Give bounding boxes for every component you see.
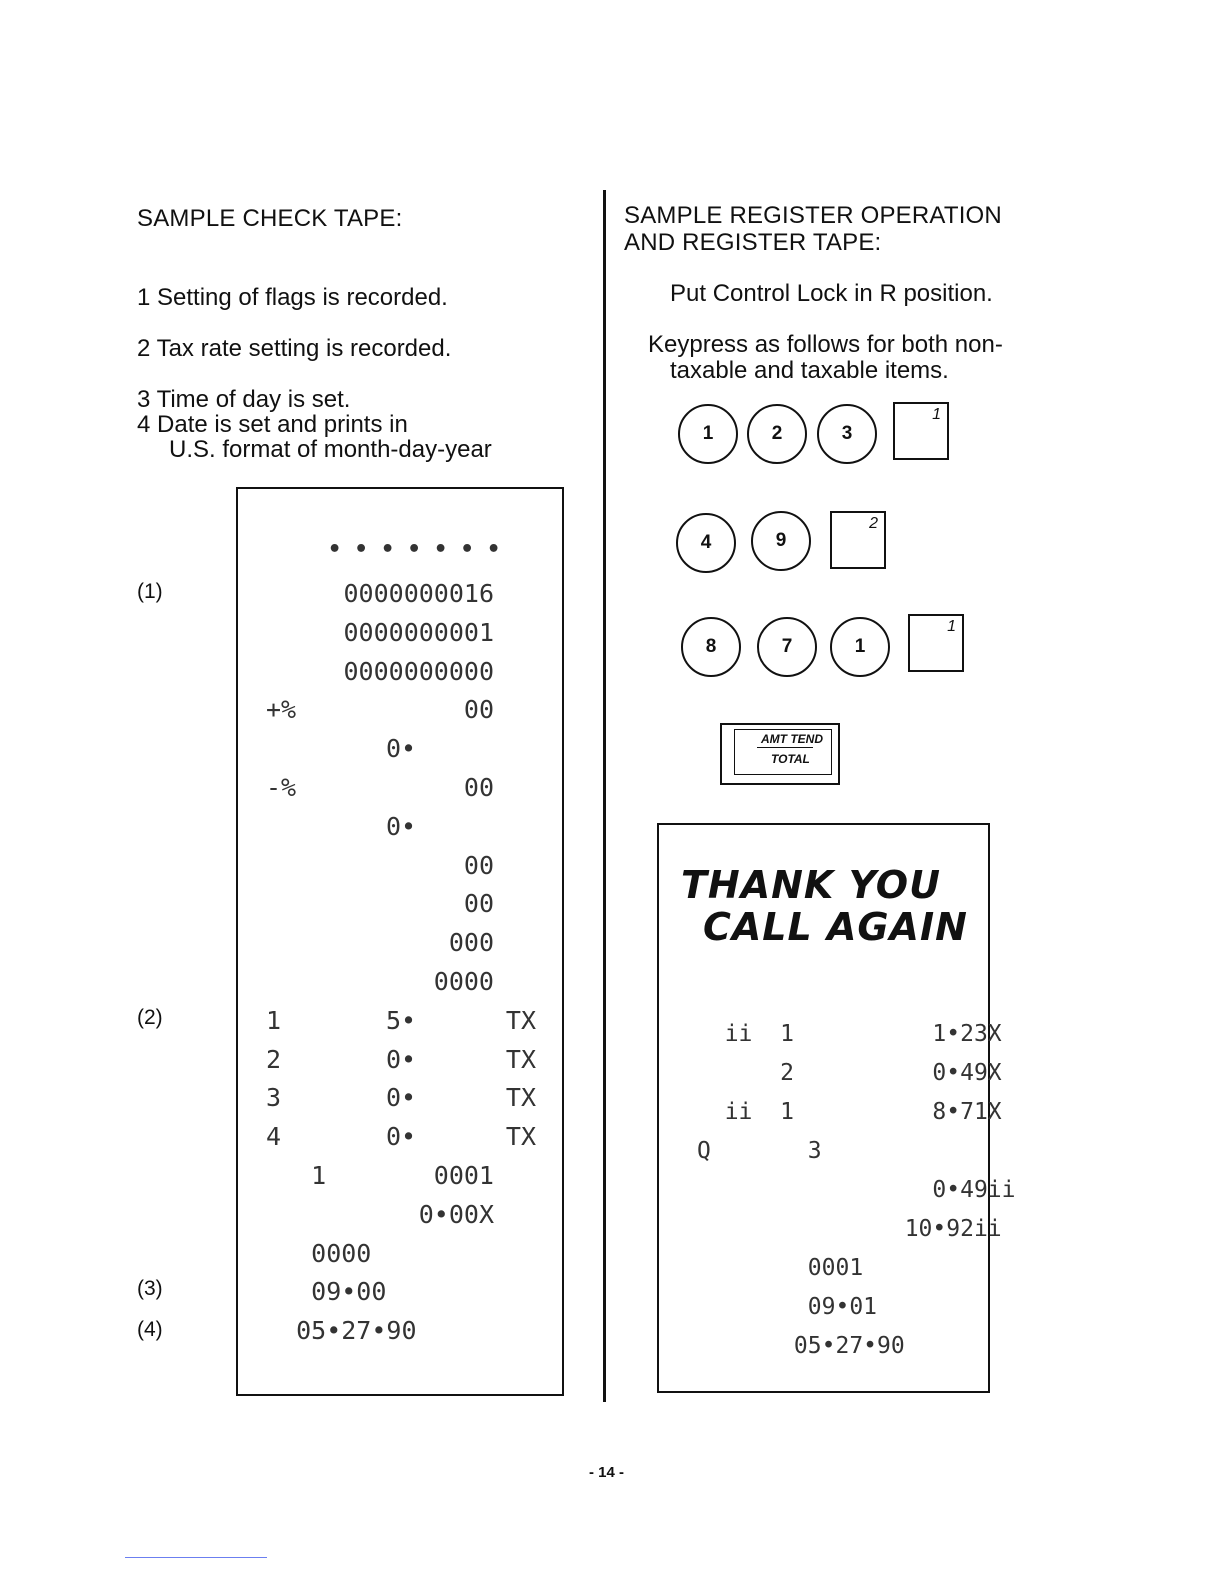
tape-line-center: 0• xyxy=(386,734,417,764)
instruction-keypress: Keypress as follows for both non- xyxy=(648,331,1003,358)
tape-line-right: 0001 xyxy=(433,1161,494,1190)
key-7: 7 xyxy=(757,617,817,677)
register-title-line1: SAMPLE REGISTER OPERATION xyxy=(624,202,1002,229)
amt-tend-label: AMT TEND xyxy=(761,732,823,746)
check-item-3: 3 Time of day is set. xyxy=(137,386,351,413)
check-item-2: 2 Tax rate setting is recorded. xyxy=(137,335,452,362)
dept-key-2-label: 2 xyxy=(869,515,878,532)
tape-line-right: 00 xyxy=(463,889,494,919)
tape-line-left: 0000 xyxy=(266,1238,372,1268)
receipt-line: 0•49ii xyxy=(697,1177,1016,1203)
thank-you-text: THANK YOU xyxy=(681,863,941,907)
check-tape xyxy=(236,487,564,1396)
tape-line-center: 5• xyxy=(386,1005,417,1035)
tape-line-right: 000 xyxy=(448,928,494,958)
tape-line-left: 2 xyxy=(266,1044,282,1074)
tape-line-right: TX xyxy=(505,1005,536,1035)
register-tape xyxy=(657,823,1016,1393)
tape-dots: • • • • • • • xyxy=(328,537,501,562)
tape-line-right: 0000000016 xyxy=(343,579,494,608)
tape-line-left: 05•27•90 xyxy=(266,1316,417,1346)
dept-key-2 xyxy=(830,511,886,569)
receipt-line: 0001 xyxy=(697,1255,864,1281)
key-9: 9 xyxy=(751,511,811,571)
marker-3: (3) xyxy=(137,1277,163,1300)
check-item-4-cont: U.S. format of month-day-year xyxy=(169,436,492,463)
tape-line-center: 0• xyxy=(386,1122,417,1152)
marker-1: (1) xyxy=(137,580,163,603)
tape-line-right: 0000000001 xyxy=(343,617,494,647)
receipt-line: 05•27•90 xyxy=(697,1333,905,1359)
key-4: 4 xyxy=(676,513,736,573)
tape-line-right: TX xyxy=(505,1083,536,1113)
total-key-face xyxy=(734,729,832,775)
call-again-text: CALL AGAIN xyxy=(703,905,968,949)
dept-key-1b-label: 1 xyxy=(947,618,956,635)
amt-tend-total-key xyxy=(720,723,840,785)
key-1b: 1 xyxy=(830,617,890,677)
tape-line-right: 0000000000 xyxy=(343,656,494,686)
tape-line-center: 0• xyxy=(386,811,417,841)
receipt-line: 2 0•49X xyxy=(697,1060,1002,1086)
tape-line-center: 0• xyxy=(386,1083,417,1113)
tape-line-left: 3 xyxy=(266,1083,282,1113)
instruction-lock: Put Control Lock in R position. xyxy=(670,280,993,307)
receipt-line: 10•92ii xyxy=(697,1216,1002,1242)
key-3: 3 xyxy=(817,404,877,464)
register-title-line2: AND REGISTER TAPE: xyxy=(624,229,882,256)
tape-line-right: TX xyxy=(505,1122,536,1152)
receipt-line: ii 1 1•23X xyxy=(697,1021,1002,1047)
tape-line-left: 4 xyxy=(266,1122,282,1152)
tape-line-left: +% xyxy=(266,695,297,725)
receipt-line: 09•01 xyxy=(697,1294,878,1320)
tape-line-right: 0•00X xyxy=(418,1199,494,1229)
tape-line-right: 00 xyxy=(463,773,494,802)
check-item-4: 4 Date is set and prints in xyxy=(137,411,408,438)
check-item-1: 1 Setting of flags is recorded. xyxy=(137,284,448,311)
dept-key-1 xyxy=(893,402,949,460)
instruction-keypress-cont: taxable and taxable items. xyxy=(670,357,949,384)
tape-line-right: 00 xyxy=(463,850,494,880)
page-number: - 14 - xyxy=(589,1464,625,1481)
key-2: 2 xyxy=(747,404,807,464)
dept-key-1-label: 1 xyxy=(932,406,941,423)
tape-line-right: TX xyxy=(505,1044,536,1074)
marker-4: (4) xyxy=(137,1318,163,1341)
key-8: 8 xyxy=(681,617,741,677)
dept-key-1b xyxy=(908,614,964,672)
tape-line-left: 1 xyxy=(266,1005,282,1035)
marker-2: (2) xyxy=(137,1006,163,1029)
tape-line-left: -% xyxy=(266,773,297,802)
total-label: TOTAL xyxy=(771,752,810,766)
tape-line-right: 0000 xyxy=(433,967,494,996)
column-divider xyxy=(603,190,606,1402)
tape-line-left: 09•00 xyxy=(266,1277,387,1307)
tape-line-left: 1 xyxy=(266,1161,327,1190)
check-tape-title: SAMPLE CHECK TAPE: xyxy=(137,205,403,232)
tape-line-right: 00 xyxy=(463,695,494,725)
key-1: 1 xyxy=(678,404,738,464)
tape-line-center: 0• xyxy=(386,1044,417,1074)
bottom-rule xyxy=(125,1557,267,1558)
receipt-line: Q 3 xyxy=(697,1138,822,1164)
receipt-line: ii 1 8•71X xyxy=(697,1099,1002,1125)
